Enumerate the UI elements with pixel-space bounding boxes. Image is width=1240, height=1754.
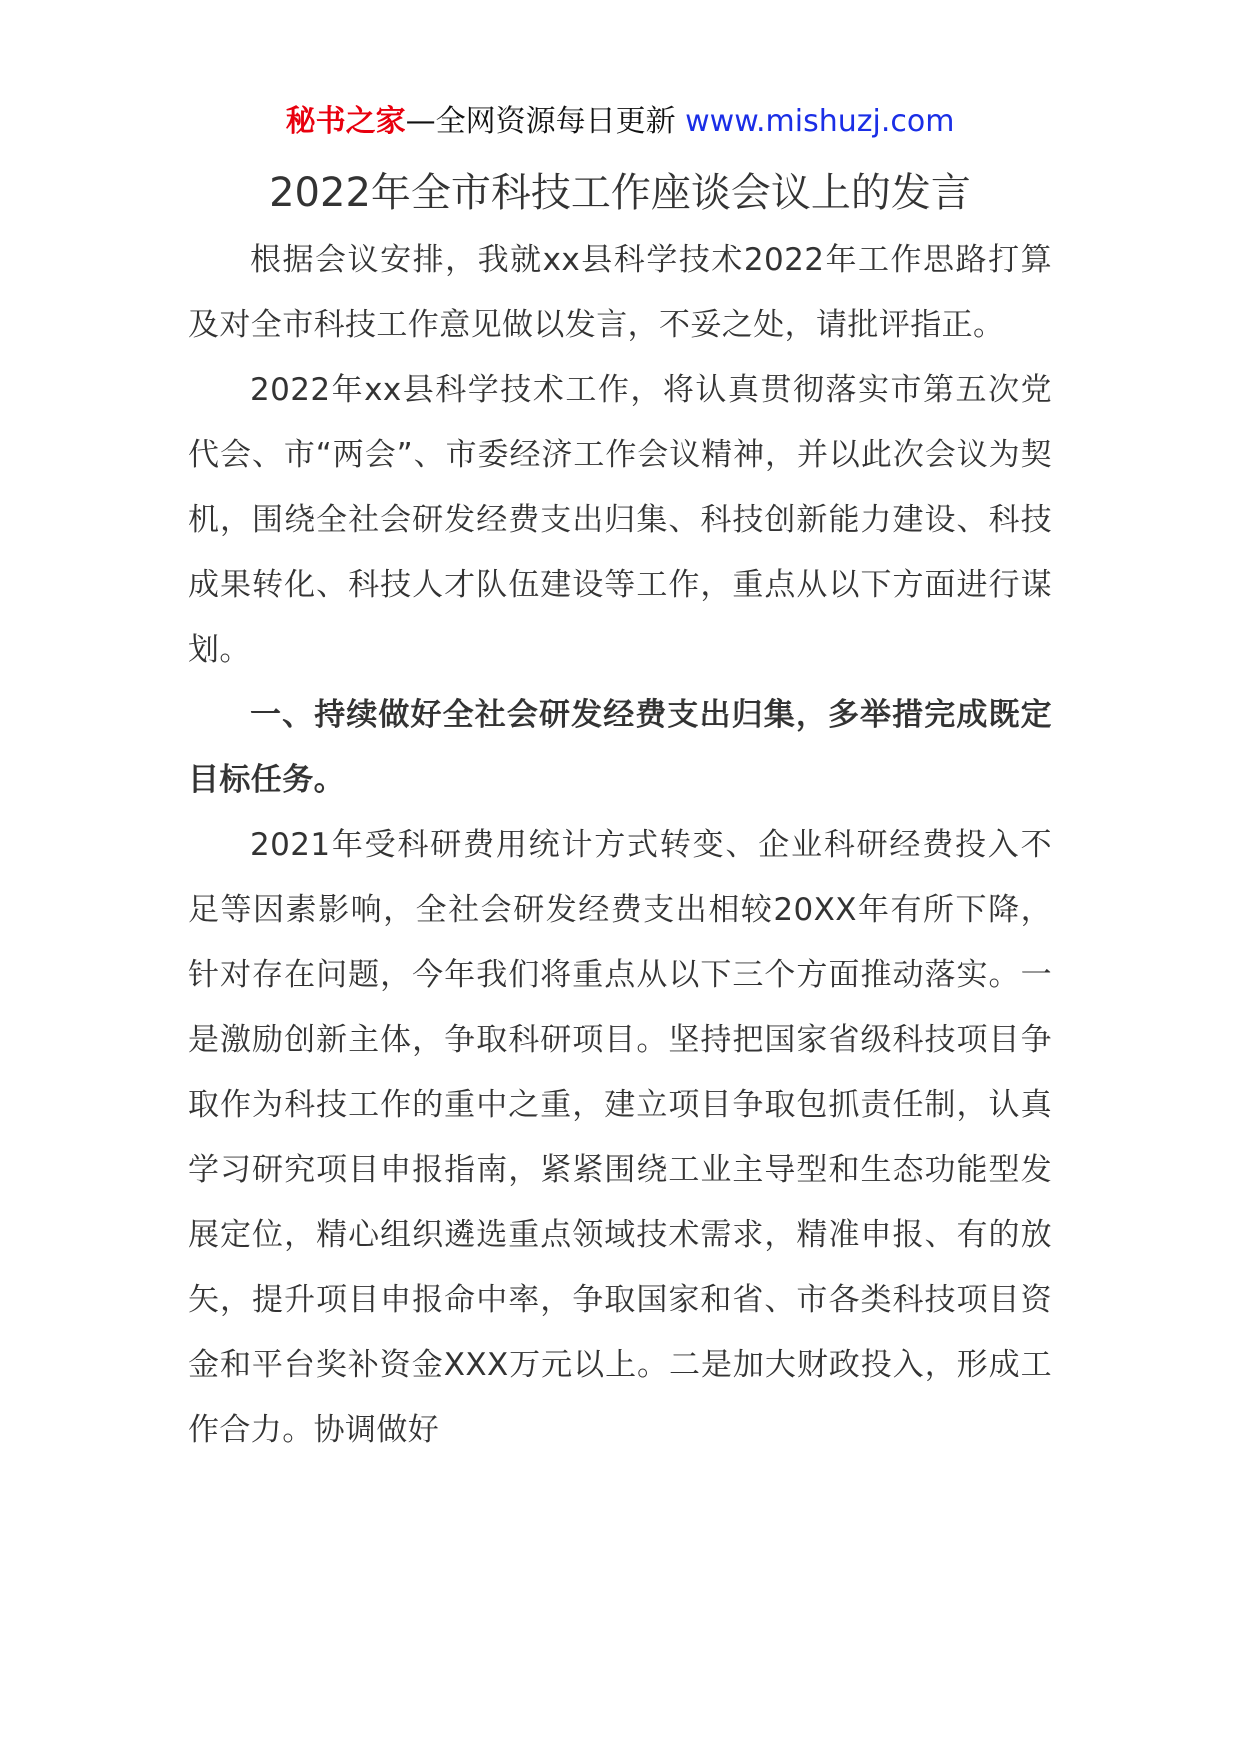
document-title: 2022年全市科技工作座谈会议上的发言 — [269, 170, 971, 216]
site-header — [0, 100, 1240, 144]
paragraph-section-1: 2021年受科研费用统计方式转变、企业科研经费投入不足等因素影响，全社会研发经费支出相较20XX年有所下降，针对存在问题，今年我们将重点从以下三个方面推动落实。一是激励创新主体，争取科研项目。坚持把国家省级科技项目争取作为科技工作的重中之重，建立项目争取包抓责任制，认真学习研究项目申报指南，紧紧围绕工业主导型和生态功能型发展定位，精心组织遴选重点领域技术需求，精准申报、有的放矢，提升项目申报命中率，争取国家和省、市各类科技项目资金和平台奖补资金XXX万元以上。二是加大财政投入，形成工作合力。协调做好 — [188, 827, 1052, 1448]
site-slogan: —全网资源每日更新 — [405, 104, 676, 139]
site-brand: 秘书之家 — [285, 104, 406, 139]
paragraph-intro: 根据会议安排，我就xx县科学技术2022年工作思路打算及对全市科技工作意见做以发言，不妥之处，请批评指正。 — [188, 242, 1052, 343]
site-url-link[interactable]: www.mishuzj.com — [685, 104, 955, 139]
paragraph-overview: 2022年xx县科学技术工作，将认真贯彻落实市第五次党代会、市“两会”、市委经济工作会议精神，并以此次会议为契机，围绕全社会研发经费支出归集、科技创新能力建设、科技成果转化、科技人才队伍建设等工作，重点从以下方面进行谋划。 — [188, 372, 1052, 668]
document-body — [188, 228, 1052, 1463]
section-heading-1: 一、持续做好全社会研发经费支出归集，多举措完成既定目标任务。 — [188, 697, 1052, 798]
